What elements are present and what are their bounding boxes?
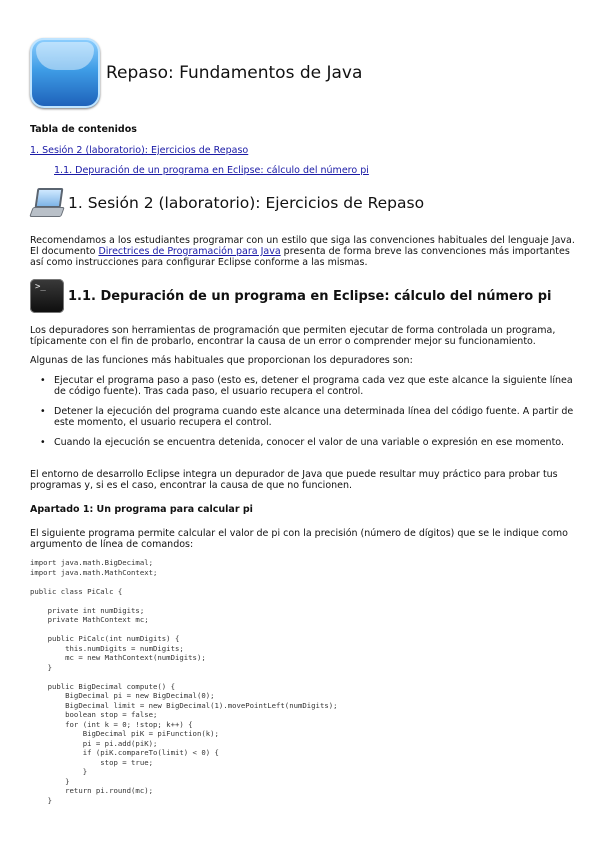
section-1-1-title: 1.1. Depuración de un programa en Eclipse: cálculo del número pi (68, 288, 552, 304)
section-1-paragraph (30, 235, 575, 268)
laptop-icon (30, 186, 64, 220)
terminal-icon (30, 279, 64, 313)
exercise-heading: Apartado 1: Un programa para calcular pi (30, 504, 253, 515)
app-icon (30, 38, 100, 108)
guidelines-link[interactable]: Directrices de Programación para Java (98, 246, 281, 257)
section-1-1-heading (30, 279, 551, 313)
page-header (30, 38, 362, 108)
paragraph-text: presenta de forma breve las convenciones más importantes así como instrucciones para configurar Eclipse conforme a las mismas. (30, 246, 570, 268)
list-item: • Detener la ejecución del programa cuando este alcance una determinada línea del código fuente. A partir de este momento, el usuario recupera el control. (54, 406, 576, 428)
eclipse-paragraph: El entorno de desarrollo Eclipse integra un depurador de Java que puede resultar muy práctico para probar tus programas y, si es el caso, encontrar la causa de que no funcionen. (30, 469, 558, 491)
debugger-intro: Los depuradores son herramientas de programación que permiten ejecutar de forma controlada un programa, típicamente con el fin de probarlo, encontrar la causa de un error o comprender mejor su funcionamiento. (30, 325, 556, 347)
terminal-prompt: >_ (35, 282, 46, 292)
debugger-functions-lead: Algunas de las funciones más habituales que proporcionan los depuradores son: (30, 355, 413, 366)
debugger-functions-list (54, 375, 576, 457)
toc-link-section-1[interactable]: 1. Sesión 2 (laboratorio): Ejercicios de Repaso (30, 145, 249, 156)
toc-heading: Tabla de contenidos (30, 124, 137, 135)
exercise-intro: El siguiente programa permite calcular el valor de pi con la precisión (número de dígitos) que se le indique como argumento de línea de comandos: (30, 528, 568, 550)
toc-link-section-1-1[interactable]: 1.1. Depuración de un programa en Eclipse: cálculo del número pi (54, 165, 369, 176)
paragraph-text: Recomendamos a los estudiantes programar con un estilo que siga las convenciones habituales del lenguaje Java. El documento (30, 235, 575, 257)
list-item: • Ejecutar el programa paso a paso (esto es, detener el programa cada vez que este alcance la siguiente línea de código fuente). Tras cada paso, el usuario recupera el control. (54, 375, 576, 397)
code-listing: import java.math.BigDecimal; import java.math.MathContext; public class PiCalc { private int numDigits; private MathContext mc; public PiCalc(int numDigits) { this.numDigits = numDigits; mc = new MathContext(numDigits); } public BigDecimal compute() { BigDecimal pi = new BigDecimal(0); BigDecimal limit = new BigDecimal(1).movePointLeft(numDigits); boolean stop = false; for (int k = 0; !stop; k++) { BigDecimal piK = piFunction(k); pi = pi.add(piK); if (piK.compareTo(limit) < 0) { stop = true; } } return pi.round(mc); } (30, 558, 338, 805)
section-1-title: 1. Sesión 2 (laboratorio): Ejercicios de Repaso (68, 194, 425, 212)
page-title: Repaso: Fundamentos de Java (106, 63, 363, 83)
list-item: • Cuando la ejecución se encuentra detenida, conocer el valor de una variable o expresión en ese momento. (54, 437, 576, 448)
section-1-heading (30, 186, 424, 220)
